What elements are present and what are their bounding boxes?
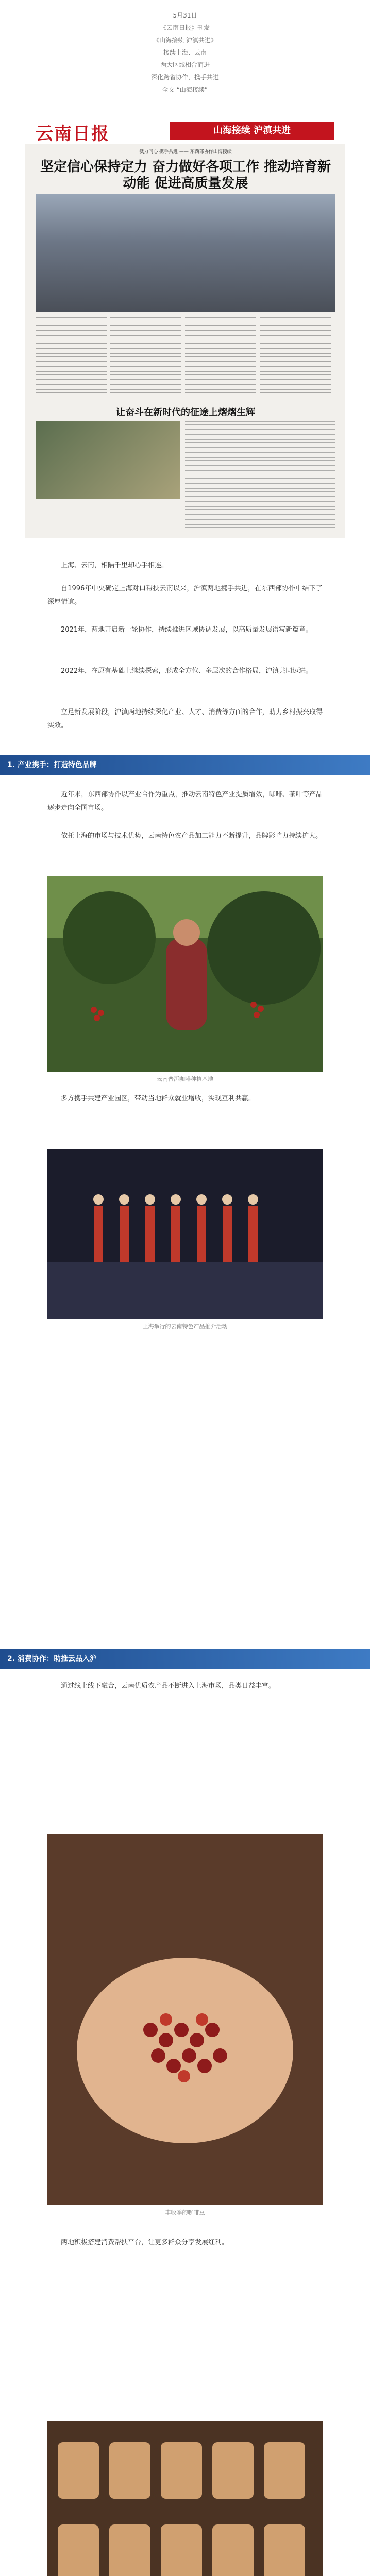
coffee-picking-photo: [47, 876, 323, 1072]
section1-paragraph-1: 近年来，东西部协作以产业合作为重点，推动云南特色产业提质增效，咖啡、茶叶等产品逐步走向全国市场。: [47, 791, 323, 812]
section-header-1-label: 1. 产业携手：打造特色品牌: [7, 761, 97, 769]
intro-date: 5月31日: [173, 12, 197, 19]
caption-1: 云南普洱咖啡种植基地: [157, 1076, 213, 1082]
paragraph-3: 2021年，两地开启新一轮协作，持续推进区域协调发展，以高质量发展谱写新篇章。: [61, 626, 313, 634]
section1-paragraph-3: 多方携手共建产业园区，带动当地群众就业增收，实现互利共赢。: [61, 1095, 256, 1103]
newspaper-banner: 山海接续 沪滇共进: [170, 122, 334, 140]
intro-line-4: 两大区域相合而进: [160, 61, 210, 69]
intro-line-5: 深化跨省协作，携手共进: [150, 74, 219, 81]
intro-title: 《山海接续 沪滇共进》: [153, 37, 217, 44]
newspaper-headline: 坚定信心保持定力 奋力做好各项工作 推动培育新动能 促进高质量发展: [40, 159, 331, 191]
newspaper-name: 云南日报: [36, 124, 110, 144]
jars-illustration: [47, 2421, 323, 2576]
coffee-beans-illustration: [47, 1834, 323, 2205]
newspaper-second-headline: 让奋斗在新时代的征途上熠熠生辉: [116, 407, 255, 418]
intro-source: 《云南日报》刊发: [160, 24, 210, 31]
caption-3: 丰收季的咖啡豆: [165, 2209, 205, 2216]
event-stage-photo: [47, 1149, 323, 1319]
section-header-1: [0, 755, 370, 775]
paragraph-5: 立足新发展阶段，沪滇两地持续深化产业、人才、消费等方面的合作，助力乡村振兴取得实效。: [47, 708, 323, 730]
section2-paragraph-2: 两地积极搭建消费帮扶平台，让更多群众分享发展红利。: [61, 2239, 229, 2246]
jars-photo: [47, 2421, 323, 2576]
newspaper-text-columns: [36, 317, 335, 400]
caption-2: 上海举行的云南特色产品推介活动: [142, 1323, 228, 1330]
intro-subtitle: 接续上海、云南: [163, 49, 207, 56]
section1-paragraph-2: 依托上海的市场与技术优势，云南特色农产品加工能力不断提升，品牌影响力持续扩大。: [61, 832, 323, 840]
newspaper-front-page: [25, 116, 345, 538]
newspaper-strip: 戮力同心 携手共进 —— 东西部协作山海接续: [139, 149, 232, 155]
newspaper-masthead: [25, 116, 345, 144]
section-header-2-label: 2. 消费协作：助推云品入沪: [7, 1655, 97, 1663]
section-header-2: [0, 1649, 370, 1669]
paragraph-1: 上海、云南，相隔千里却心手相连。: [61, 562, 169, 569]
newspaper-second-columns: [185, 421, 335, 530]
intro-block: [0, 9, 370, 96]
coffee-picking-illustration: [47, 876, 323, 1072]
coffee-beans-photo: [47, 1834, 323, 2205]
event-stage-illustration: [47, 1149, 323, 1319]
paragraph-4: 2022年，在原有基础上继续探索，形成全方位、多层次的合作格局，沪滇共同迈进。: [61, 667, 313, 675]
paragraph-2: 自1996年中央确定上海对口帮扶云南以来，沪滇两地携手共进，在东西部协作中结下了深厚情谊。: [47, 585, 323, 606]
newspaper-second-photo: [36, 421, 180, 499]
newspaper-main-photo: [36, 194, 335, 312]
intro-line-6: 全文 “山海接续”: [162, 86, 208, 93]
section2-paragraph-1: 通过线上线下融合，云南优质农产品不断进入上海市场，品类日益丰富。: [61, 1682, 276, 1690]
